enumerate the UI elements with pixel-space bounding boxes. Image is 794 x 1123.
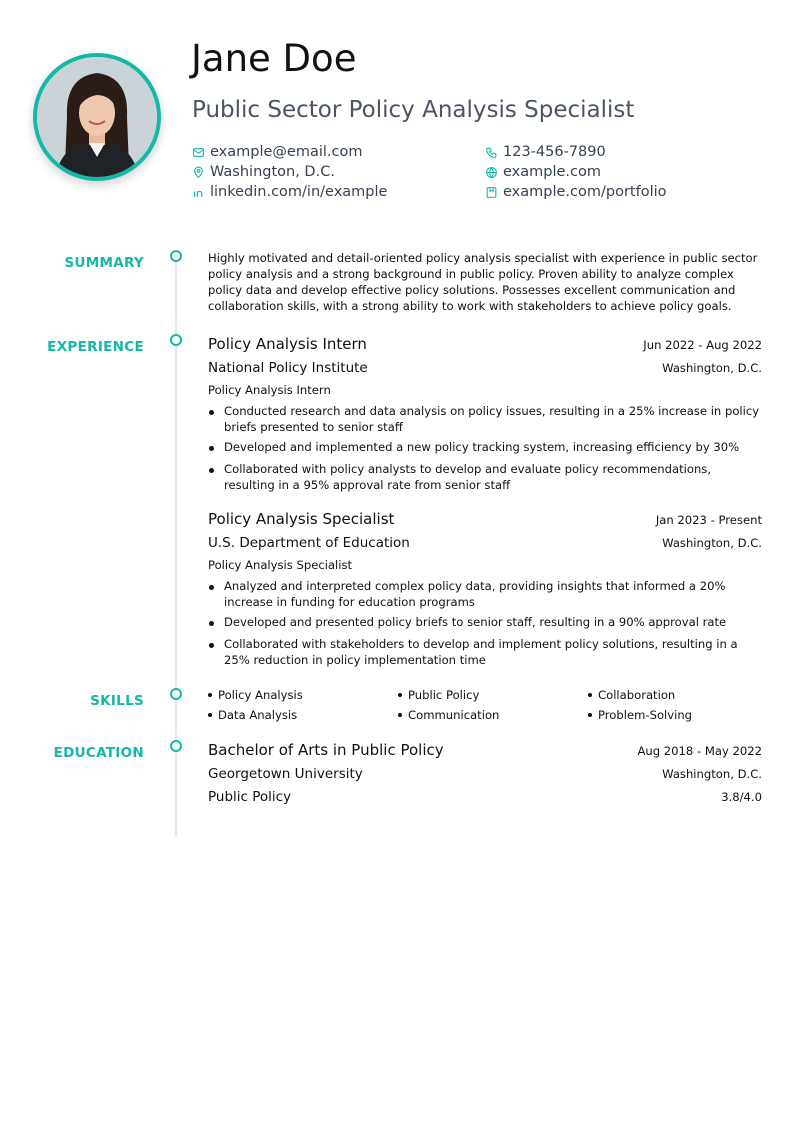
company-location: Washington, D.C.	[662, 361, 762, 375]
section-title-experience: EXPERIENCE	[47, 339, 144, 355]
contact-location	[192, 162, 335, 182]
bullet-dot	[208, 461, 224, 493]
experience-bullet	[208, 614, 762, 630]
contact-phone[interactable]	[485, 142, 606, 162]
mail-icon	[192, 146, 205, 159]
bookmark-icon	[485, 186, 498, 199]
bullet-dot	[208, 614, 224, 630]
position-title: Policy Analysis Intern	[208, 335, 367, 353]
bullet-text: Analyzed and interpreted complex policy data, providing insights that informed a 20% increase in funding for education programs	[224, 579, 726, 609]
portfolio-text: example.com/portfolio	[503, 184, 667, 200]
experience-header-2	[208, 510, 762, 528]
company-name: National Policy Institute	[208, 360, 368, 376]
timeline-dot-skills	[170, 688, 182, 700]
timeline-dot-summary	[170, 250, 182, 262]
candidate-title: Public Sector Policy Analysis Specialist	[192, 97, 635, 123]
experience-bullet	[208, 636, 762, 668]
linkedin-text: linkedin.com/in/example	[210, 184, 388, 200]
timeline-dot-experience	[170, 334, 182, 346]
website-text: example.com	[503, 164, 601, 180]
education-header	[208, 741, 762, 759]
bullet-text: Developed and implemented a new policy tracking system, increasing efficiency by 30%	[224, 440, 740, 454]
summary-text: Highly motivated and detail-oriented policy analysis specialist with experience in public sector policy analysis and a strong background in public policy. Proven ability to analyze complex policy data and develop effective policy solutions. Possesses excellent communication and collaboration skills, with a strong ability to work with stakeholders to achieve policy goals.	[208, 251, 758, 313]
position-dates: Jun 2022 - Aug 2022	[643, 338, 762, 352]
role-title: Policy Analysis Intern	[208, 383, 331, 397]
position-title: Policy Analysis Specialist	[208, 510, 395, 528]
degree-title: Bachelor of Arts in Public Policy	[208, 741, 444, 759]
contact-email[interactable]	[192, 142, 362, 162]
email-text: example@email.com	[210, 144, 363, 160]
experience-bullet	[208, 578, 762, 610]
candidate-name: Jane Doe	[191, 37, 357, 80]
bullet-text: Developed and presented policy briefs to senior staff, resulting in a 90% approval rate	[224, 615, 727, 629]
company-location: Washington, D.C.	[662, 536, 762, 550]
bullet-dot	[208, 578, 224, 610]
skill-item: Problem-Solving	[588, 708, 692, 722]
position-dates: Jan 2023 - Present	[655, 513, 762, 527]
map-pin-icon	[192, 166, 205, 179]
experience-bullet	[208, 461, 762, 493]
bullet-text: Collaborated with policy analysts to develop and evaluate policy recommendations, resulting in a 95% approval rate from senior staff	[224, 462, 712, 492]
location-text: Washington, D.C.	[210, 164, 335, 180]
school-location: Washington, D.C.	[662, 767, 762, 781]
education-school-row	[208, 766, 762, 782]
skill-item: Policy Analysis	[208, 688, 303, 702]
gpa: 3.8/4.0	[721, 790, 762, 804]
education-dates: Aug 2018 - May 2022	[637, 744, 762, 758]
skill-item: Collaboration	[588, 688, 675, 702]
section-title-skills: SKILLS	[90, 693, 144, 709]
skill-item: Communication	[398, 708, 499, 722]
linkedin-icon	[192, 186, 205, 199]
contact-portfolio[interactable]	[485, 182, 667, 202]
experience-org-1	[208, 360, 762, 376]
skill-item: Data Analysis	[208, 708, 297, 722]
bullet-dot	[208, 403, 224, 435]
contact-linkedin[interactable]	[192, 182, 387, 202]
globe-icon	[485, 166, 498, 179]
education-field-row	[208, 789, 762, 805]
section-title-education: EDUCATION	[53, 745, 144, 761]
skill-item: Public Policy	[398, 688, 479, 702]
school-name: Georgetown University	[208, 766, 363, 782]
portrait-image	[37, 57, 157, 177]
section-title-summary: SUMMARY	[64, 255, 144, 271]
company-name: U.S. Department of Education	[208, 535, 410, 551]
phone-text: 123-456-7890	[503, 144, 606, 160]
bullet-dot	[208, 439, 224, 455]
bullet-text: Collaborated with stakeholders to develop and implement policy solutions, resulting in a 25% reduction in policy implementation time	[224, 637, 738, 667]
experience-header-1	[208, 335, 762, 353]
phone-icon	[485, 146, 498, 159]
contact-website[interactable]	[485, 162, 601, 182]
experience-bullet	[208, 439, 762, 455]
bullet-dot	[208, 636, 224, 668]
experience-org-2	[208, 535, 762, 551]
profile-photo	[33, 53, 161, 181]
bullet-text: Conducted research and data analysis on policy issues, resulting in a 25% increase in policy briefs presented to senior staff	[224, 404, 760, 434]
timeline-dot-education	[170, 740, 182, 752]
experience-bullet	[208, 403, 762, 435]
field-of-study: Public Policy	[208, 789, 292, 805]
role-title: Policy Analysis Specialist	[208, 558, 353, 572]
